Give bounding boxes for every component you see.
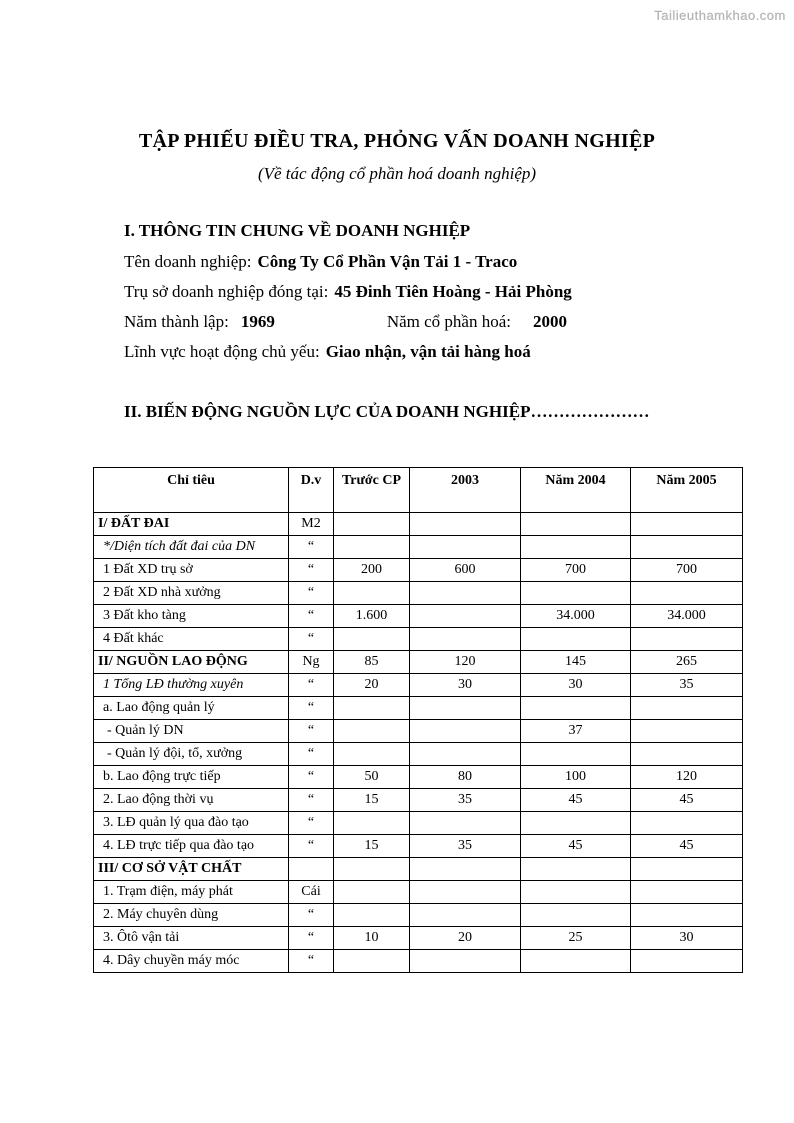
table-row — [94, 582, 743, 605]
value-cell — [334, 743, 410, 766]
value-cell — [631, 950, 743, 973]
address-value: 45 Đinh Tiên Hoàng - Hải Phòng — [334, 282, 572, 301]
value-cell: 35 — [631, 674, 743, 697]
row-label-cell: */Diện tích đất đai của DN — [94, 536, 289, 559]
row-label-cell: 2. Lao động thời vụ — [94, 789, 289, 812]
value-cell: 10 — [334, 927, 410, 950]
table-row — [94, 950, 743, 973]
value-cell — [521, 812, 631, 835]
value-cell: 700 — [521, 559, 631, 582]
value-cell — [334, 536, 410, 559]
row-label-cell: 3 Đất kho tàng — [94, 605, 289, 628]
value-cell — [410, 881, 521, 904]
value-cell: 35 — [410, 789, 521, 812]
value-cell: 120 — [410, 651, 521, 674]
unit-cell: “ — [289, 812, 334, 835]
value-cell — [521, 628, 631, 651]
document-title: TẬP PHIẾU ĐIỀU TRA, PHỎNG VẤN DOANH NGHIỆP — [138, 130, 656, 152]
value-cell — [334, 697, 410, 720]
info-line-company-name — [124, 252, 517, 272]
row-label-cell: 2 Đất XD nhà xưởng — [94, 582, 289, 605]
row-label-cell: - Quản lý đội, tổ, xưởng — [94, 743, 289, 766]
value-cell — [631, 513, 743, 536]
value-cell: 15 — [334, 789, 410, 812]
value-cell: 50 — [334, 766, 410, 789]
unit-cell: “ — [289, 904, 334, 927]
value-cell: 34.000 — [521, 605, 631, 628]
value-cell — [631, 743, 743, 766]
row-label-cell: b. Lao động trực tiếp — [94, 766, 289, 789]
value-cell: 35 — [410, 835, 521, 858]
company-name-label: Tên doanh nghiệp: — [124, 252, 252, 271]
value-cell — [410, 536, 521, 559]
table-row — [94, 835, 743, 858]
value-cell: 700 — [631, 559, 743, 582]
unit-cell: “ — [289, 835, 334, 858]
value-cell — [334, 720, 410, 743]
company-name-value: Công Ty Cổ Phần Vận Tải 1 - Traco — [257, 252, 518, 271]
table-row — [94, 674, 743, 697]
value-cell — [410, 858, 521, 881]
unit-cell: “ — [289, 536, 334, 559]
value-cell — [334, 582, 410, 605]
table-row — [94, 697, 743, 720]
address-label: Trụ sở doanh nghiệp đóng tại: — [124, 282, 329, 301]
value-cell: 85 — [334, 651, 410, 674]
value-cell — [631, 881, 743, 904]
value-cell: 45 — [521, 789, 631, 812]
value-cell — [334, 881, 410, 904]
value-cell — [521, 950, 631, 973]
value-cell: 20 — [410, 927, 521, 950]
table-row — [94, 881, 743, 904]
value-cell — [521, 697, 631, 720]
unit-cell: “ — [289, 766, 334, 789]
value-cell — [334, 628, 410, 651]
value-cell — [410, 513, 521, 536]
section1-heading: I. THÔNG TIN CHUNG VỀ DOANH NGHIỆP — [124, 221, 471, 240]
unit-cell — [289, 858, 334, 881]
value-cell: 100 — [521, 766, 631, 789]
section2-heading: II. BIẾN ĐỘNG NGUỒN LỰC CỦA DOANH NGHIỆP………………… — [124, 402, 650, 421]
value-cell — [410, 812, 521, 835]
table-row — [94, 858, 743, 881]
year-equitized-label: Năm cổ phần hoá: — [386, 312, 511, 331]
value-cell: 600 — [410, 559, 521, 582]
table-row — [94, 651, 743, 674]
table-row — [94, 536, 743, 559]
table-row — [94, 927, 743, 950]
table-row — [94, 766, 743, 789]
table-row — [94, 605, 743, 628]
row-label-cell: - Quản lý DN — [94, 720, 289, 743]
value-cell — [334, 513, 410, 536]
column-header: Trước CP — [334, 468, 410, 513]
unit-cell: “ — [289, 628, 334, 651]
value-cell: 30 — [631, 927, 743, 950]
value-cell: 45 — [521, 835, 631, 858]
table-row — [94, 812, 743, 835]
value-cell: 80 — [410, 766, 521, 789]
value-cell — [334, 812, 410, 835]
value-cell — [521, 582, 631, 605]
table-body — [94, 513, 743, 973]
value-cell: 25 — [521, 927, 631, 950]
value-cell: 45 — [631, 789, 743, 812]
unit-cell: “ — [289, 743, 334, 766]
value-cell — [631, 582, 743, 605]
row-label-cell: II/ NGUỒN LAO ĐỘNG — [94, 651, 289, 674]
table-row — [94, 559, 743, 582]
value-cell — [521, 858, 631, 881]
unit-cell: “ — [289, 927, 334, 950]
info-line-address — [124, 282, 572, 302]
column-header: D.v — [289, 468, 334, 513]
row-label-cell: 2. Máy chuyên dùng — [94, 904, 289, 927]
column-header: Năm 2005 — [631, 468, 743, 513]
value-cell — [334, 950, 410, 973]
value-cell — [631, 536, 743, 559]
value-cell: 265 — [631, 651, 743, 674]
resource-table — [93, 467, 743, 973]
column-header: Chỉ tiêu — [94, 468, 289, 513]
table-row — [94, 904, 743, 927]
value-cell — [521, 513, 631, 536]
unit-cell: “ — [289, 559, 334, 582]
value-cell — [631, 812, 743, 835]
row-label-cell: 1. Trạm điện, máy phát — [94, 881, 289, 904]
watermark-text: Tailieuthamkhao.com — [654, 8, 786, 23]
value-cell: 30 — [410, 674, 521, 697]
unit-cell: “ — [289, 697, 334, 720]
value-cell — [410, 904, 521, 927]
unit-cell: “ — [289, 582, 334, 605]
column-header: Năm 2004 — [521, 468, 631, 513]
value-cell: 120 — [631, 766, 743, 789]
unit-cell: “ — [289, 605, 334, 628]
value-cell — [334, 858, 410, 881]
value-cell: 45 — [631, 835, 743, 858]
value-cell: 34.000 — [631, 605, 743, 628]
value-cell — [521, 881, 631, 904]
row-label-cell: I/ ĐẤT ĐAI — [94, 513, 289, 536]
value-cell: 20 — [334, 674, 410, 697]
value-cell — [631, 697, 743, 720]
value-cell — [410, 628, 521, 651]
table-header-row — [94, 468, 743, 513]
unit-cell: “ — [289, 789, 334, 812]
row-label-cell: 1 Tổng LĐ thường xuyên — [94, 674, 289, 697]
value-cell — [410, 743, 521, 766]
year-founded-label: Năm thành lập: — [124, 312, 229, 331]
value-cell — [521, 536, 631, 559]
value-cell — [631, 904, 743, 927]
value-cell — [521, 743, 631, 766]
info-line-business-field — [124, 342, 531, 362]
year-founded-value: 1969 — [240, 312, 275, 331]
info-line-years — [124, 312, 567, 332]
value-cell: 30 — [521, 674, 631, 697]
value-cell — [631, 628, 743, 651]
value-cell — [631, 720, 743, 743]
row-label-cell: a. Lao động quản lý — [94, 697, 289, 720]
row-label-cell: 3. LĐ quản lý qua đào tạo — [94, 812, 289, 835]
unit-cell: Cái — [289, 881, 334, 904]
value-cell: 15 — [334, 835, 410, 858]
value-cell: 200 — [334, 559, 410, 582]
unit-cell: M2 — [289, 513, 334, 536]
table-row — [94, 513, 743, 536]
unit-cell: Ng — [289, 651, 334, 674]
value-cell — [410, 697, 521, 720]
table-row — [94, 743, 743, 766]
value-cell — [410, 950, 521, 973]
year-equitized-value: 2000 — [532, 312, 567, 331]
table-row — [94, 789, 743, 812]
row-label-cell: III/ CƠ SỞ VẬT CHẤT — [94, 858, 289, 881]
row-label-cell: 4. LĐ trực tiếp qua đào tạo — [94, 835, 289, 858]
value-cell — [410, 582, 521, 605]
value-cell — [410, 605, 521, 628]
value-cell: 145 — [521, 651, 631, 674]
value-cell: 1.600 — [334, 605, 410, 628]
unit-cell: “ — [289, 674, 334, 697]
value-cell — [410, 720, 521, 743]
unit-cell: “ — [289, 950, 334, 973]
unit-cell: “ — [289, 720, 334, 743]
business-field-value: Giao nhận, vận tải hàng hoá — [325, 342, 531, 361]
row-label-cell: 4 Đất khác — [94, 628, 289, 651]
document-subtitle: (Về tác động cổ phần hoá doanh nghiệp) — [257, 164, 537, 183]
value-cell — [521, 904, 631, 927]
table-row — [94, 720, 743, 743]
value-cell — [631, 858, 743, 881]
business-field-label: Lĩnh vực hoạt động chủ yếu: — [124, 342, 320, 361]
table-row — [94, 628, 743, 651]
value-cell: 37 — [521, 720, 631, 743]
value-cell — [334, 904, 410, 927]
row-label-cell: 4. Dây chuyền máy móc — [94, 950, 289, 973]
row-label-cell: 3. Ôtô vận tải — [94, 927, 289, 950]
row-label-cell: 1 Đất XD trụ sở — [94, 559, 289, 582]
column-header: 2003 — [410, 468, 521, 513]
